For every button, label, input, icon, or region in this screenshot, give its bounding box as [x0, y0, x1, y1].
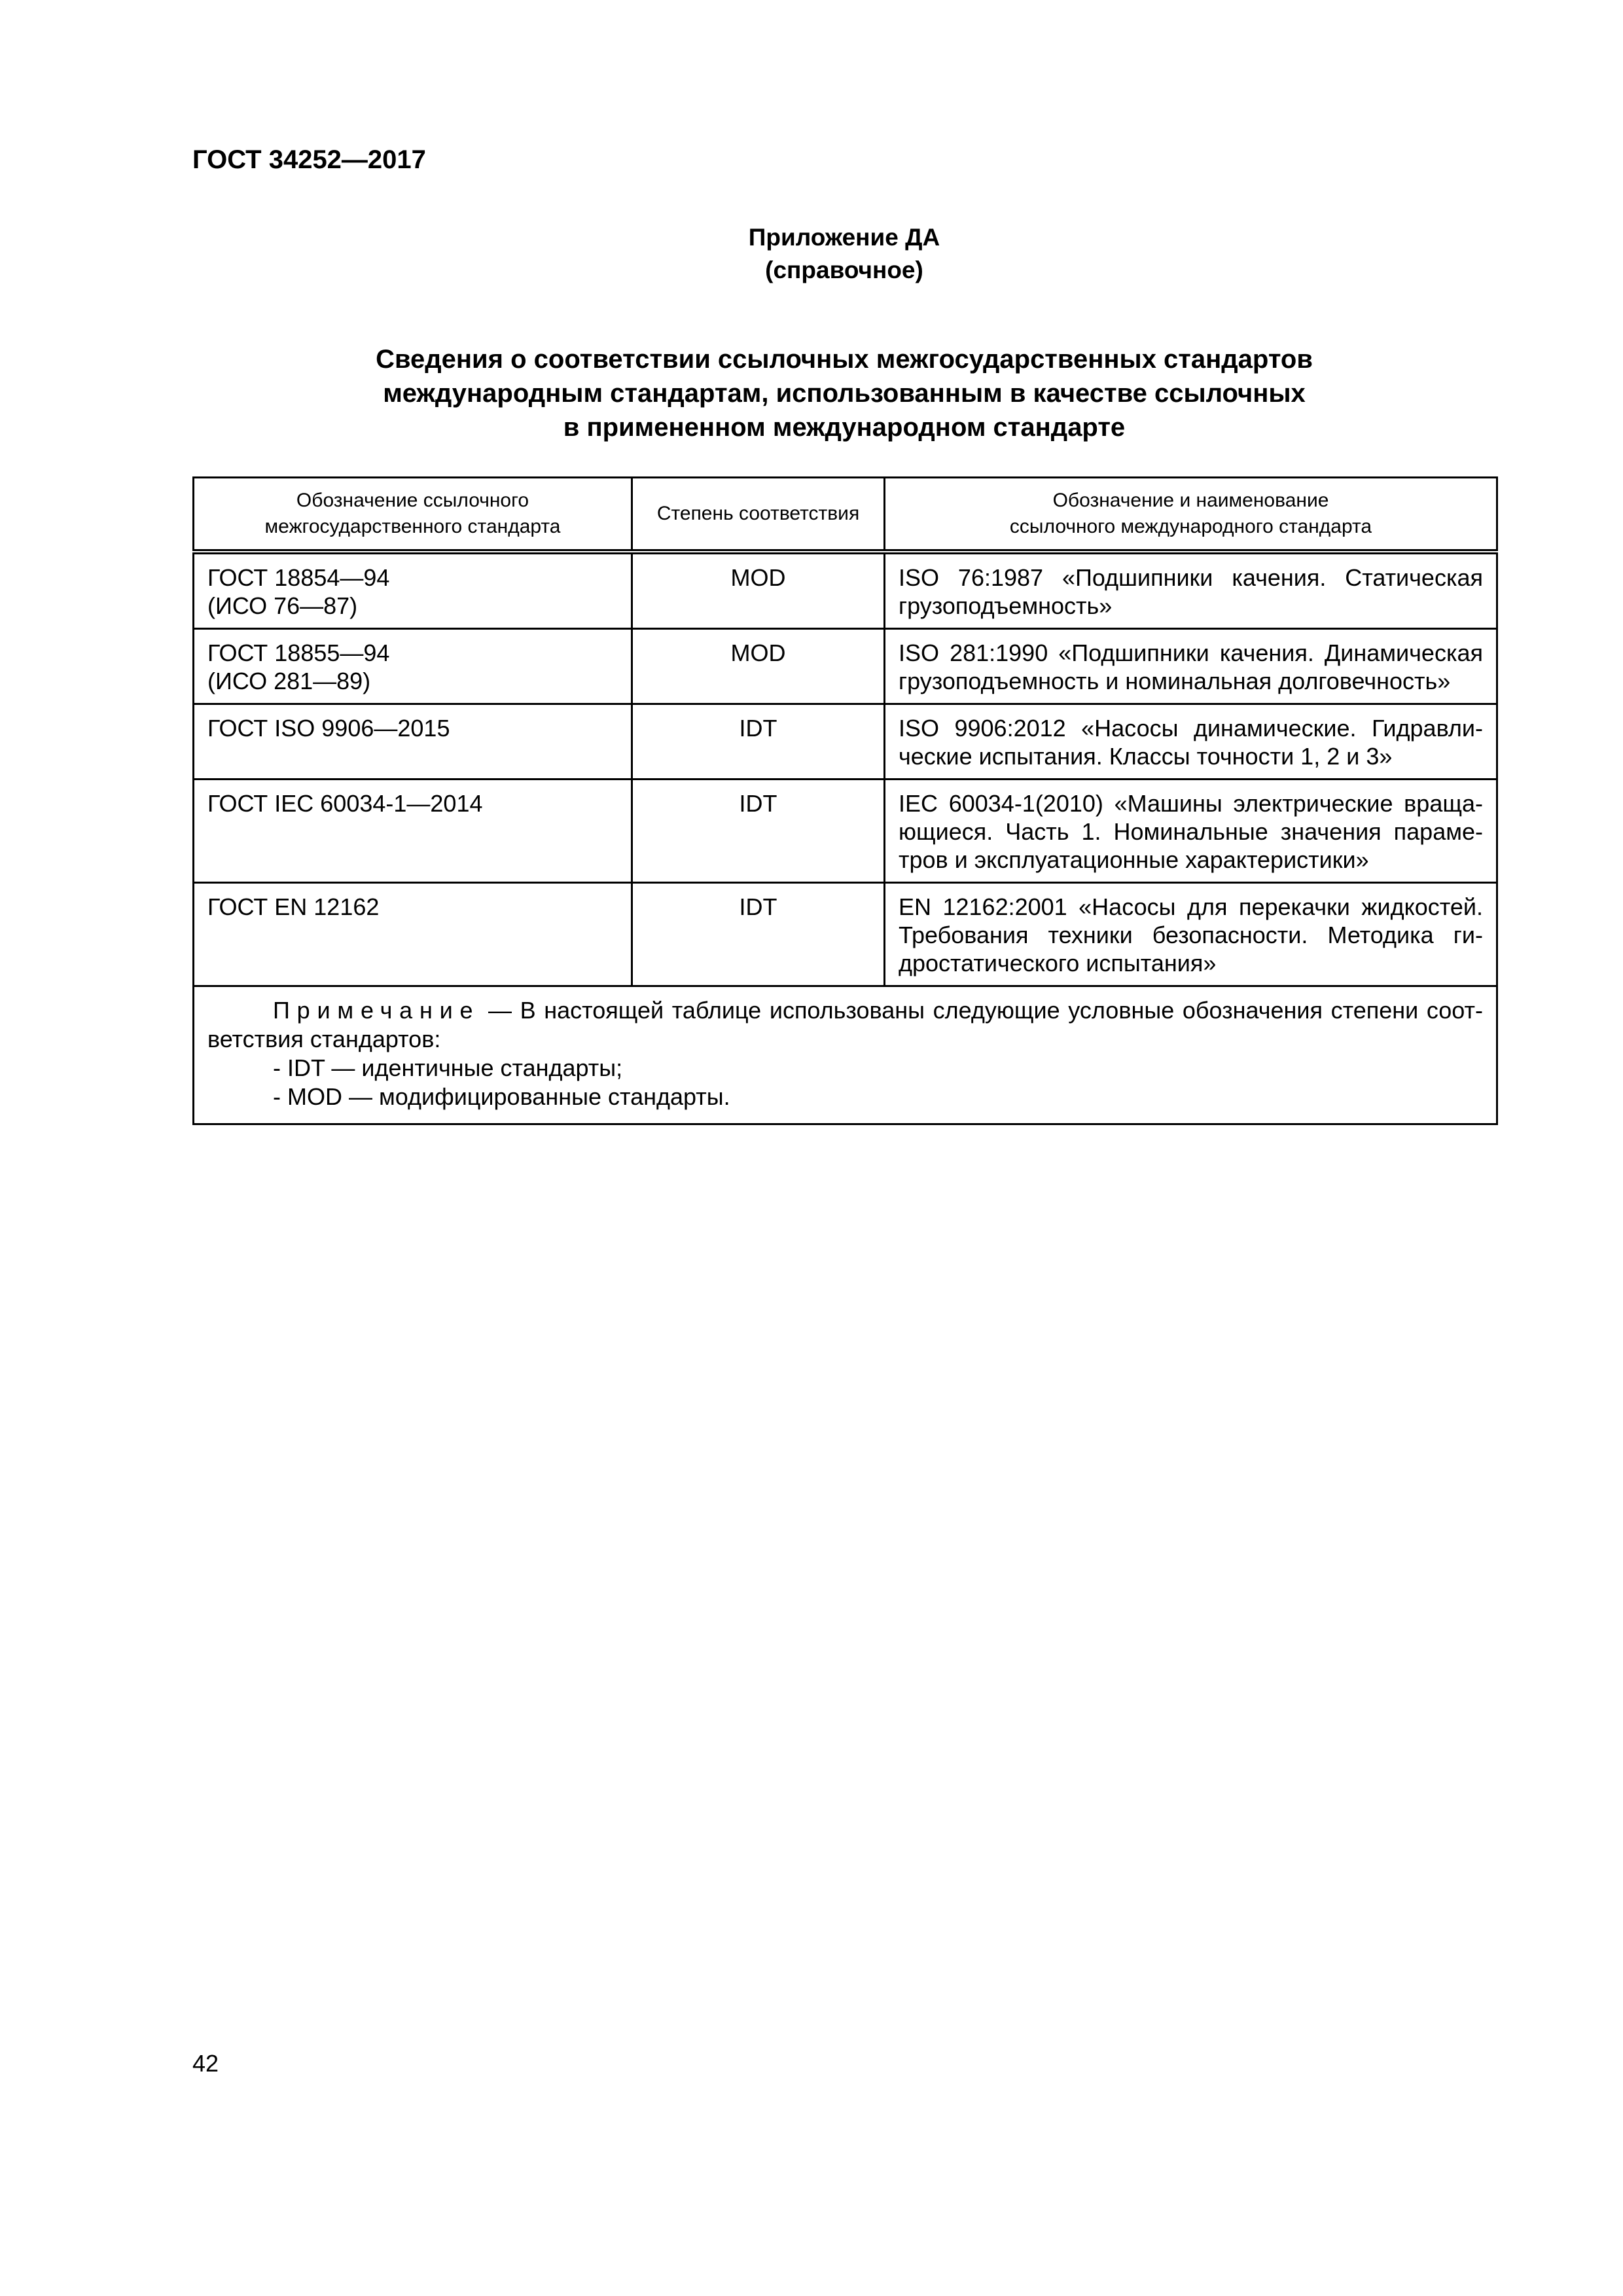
table-row	[194, 780, 1497, 883]
intl-standard-cell: ISO 281:1990 «Подшипники качения. Динамическая грузоподъемность и номинальная долговечность»	[885, 629, 1497, 704]
annex-status: (справочное)	[765, 257, 923, 283]
table-row	[194, 629, 1497, 704]
degree-cell: IDT	[632, 883, 885, 986]
column-header-line: Степень соответствия	[656, 503, 860, 524]
degree-cell: MOD	[632, 629, 885, 704]
page-number: 42	[192, 2050, 219, 2077]
column-header-line: Обозначение ссылочного	[296, 490, 529, 511]
intl-standard-cell: IEC 60034-1(2010) «Машины электрические вращающиеся. Часть 1. Номинальные значения параметров и эксплуатационные характеристики»	[885, 780, 1497, 883]
gost-cell	[194, 780, 632, 883]
column-header-gost	[194, 478, 632, 552]
gost-alt-designation: (ИСО 76—87)	[207, 592, 358, 619]
table-note	[194, 986, 1497, 1124]
table-header-row	[194, 478, 1497, 552]
note-label: Примечание	[273, 997, 480, 1024]
table-row	[194, 883, 1497, 986]
gost-alt-designation: (ИСО 281—89)	[207, 668, 371, 694]
document-title	[192, 342, 1496, 444]
gost-cell	[194, 883, 632, 986]
note-item: - IDT — идентичные стандарты;	[273, 1054, 623, 1081]
table-row	[194, 704, 1497, 780]
degree-cell: MOD	[632, 552, 885, 629]
degree-cell: IDT	[632, 704, 885, 780]
column-header-degree	[632, 478, 885, 552]
annex-title: Приложение ДА	[748, 224, 940, 251]
column-header-line: Обозначение и наименование	[1052, 490, 1329, 511]
gost-designation: ГОСТ EN 12162	[207, 893, 380, 920]
gost-designation: ГОСТ 18854—94	[207, 564, 390, 591]
gost-designation: ГОСТ 18855—94	[207, 639, 390, 666]
document-code: ГОСТ 34252—2017	[192, 145, 426, 174]
intl-standard-cell: EN 12162:2001 «Насосы для перекачки жидкостей. Требования техники безопасности. Методика гидростатического испытания»	[885, 883, 1497, 986]
table-note-row	[194, 986, 1497, 1124]
note-text	[207, 996, 1483, 1054]
note-item: - MOD — модифицированные стандарты.	[273, 1083, 730, 1110]
table-row	[194, 552, 1497, 629]
gost-cell	[194, 552, 632, 629]
title-line: международным стандартам, использованным в качестве ссылочных	[383, 379, 1306, 408]
title-line: Сведения о соответствии ссылочных межгосударственных стандартов	[376, 345, 1313, 374]
intl-standard-cell: ISO 9906:2012 «Насосы динамические. Гидравлические испытания. Классы точности 1, 2 и 3»	[885, 704, 1497, 780]
degree-cell: IDT	[632, 780, 885, 883]
gost-cell	[194, 629, 632, 704]
column-header-line: ссылочного международного стандарта	[1009, 516, 1372, 537]
standards-table	[192, 476, 1498, 1125]
note-body: — В настоящей таблице использованы следующие условные обозначения степени соответствия стандартов:	[207, 997, 1483, 1052]
intl-standard-cell: ISO 76:1987 «Подшипники качения. Статическая грузоподъемность»	[885, 552, 1497, 629]
column-header-intl	[885, 478, 1497, 552]
gost-designation: ГОСТ ISO 9906—2015	[207, 715, 450, 742]
gost-cell	[194, 704, 632, 780]
column-header-line: межгосударственного стандарта	[264, 516, 561, 537]
annex-heading	[192, 221, 1496, 287]
gost-designation: ГОСТ IEC 60034-1—2014	[207, 790, 483, 817]
title-line: в примененном международном стандарте	[563, 413, 1126, 442]
